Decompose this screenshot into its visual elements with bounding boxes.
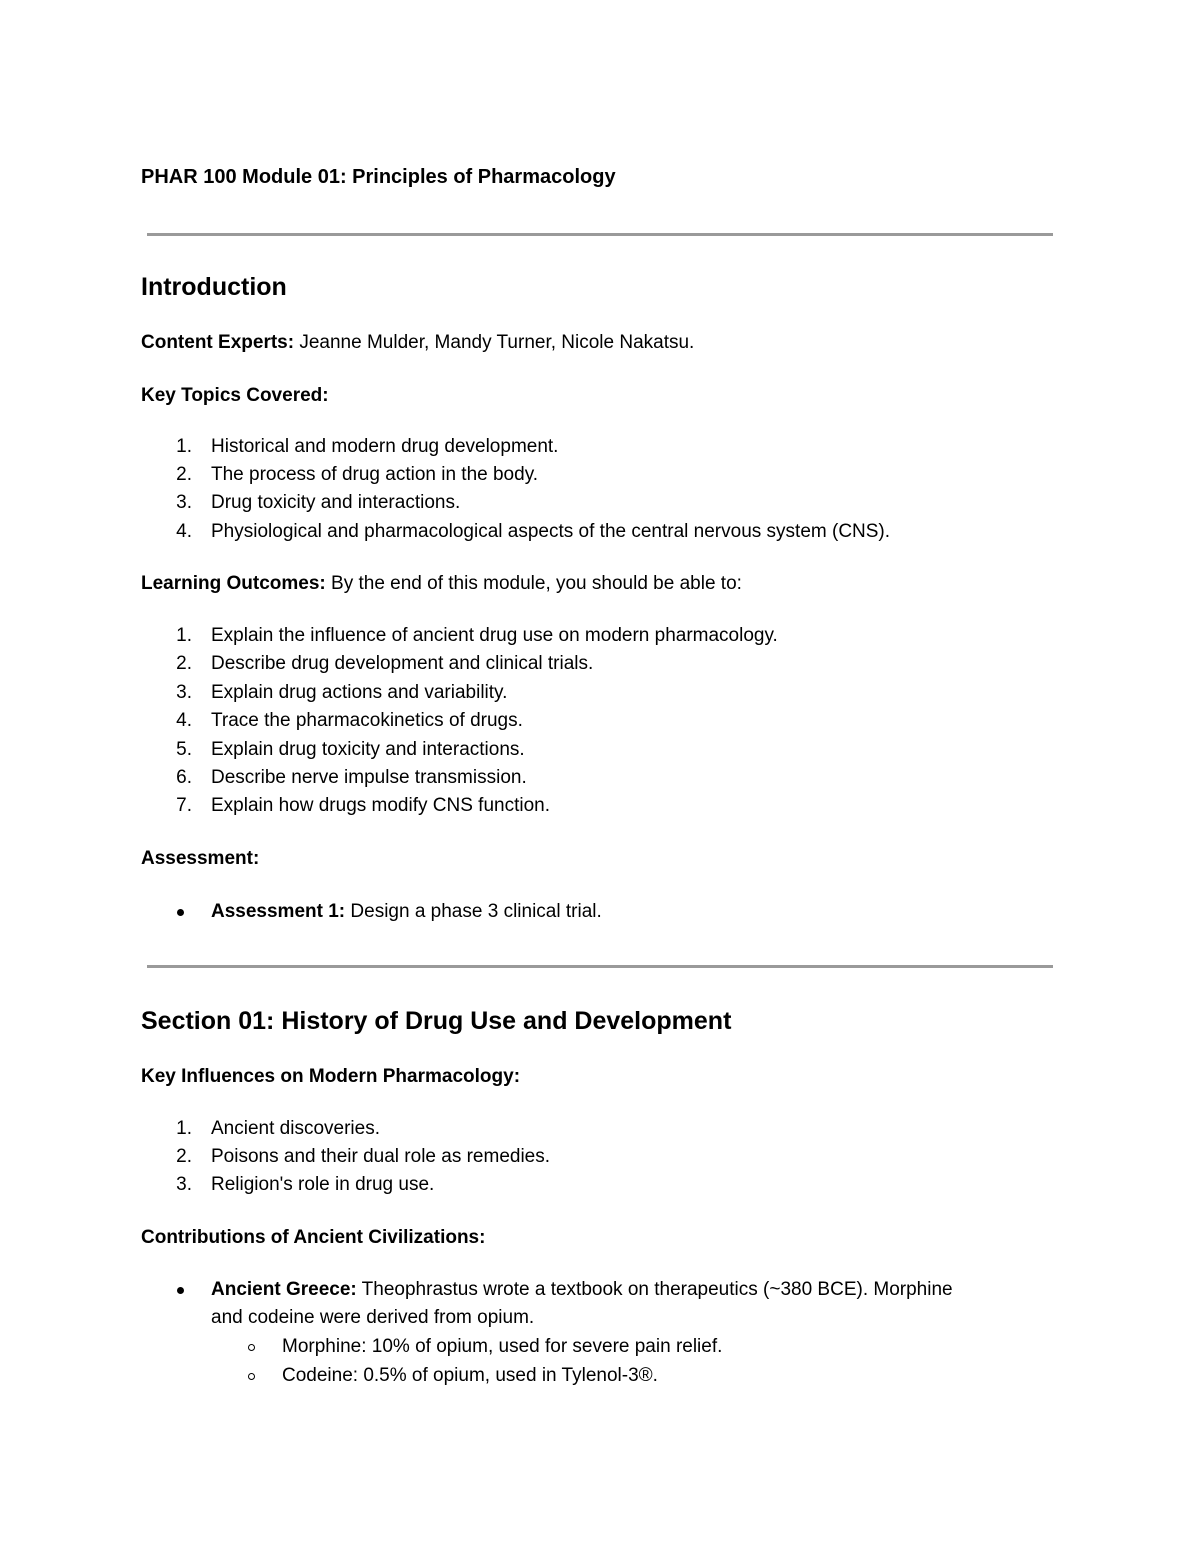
- circle-bullet-icon: [248, 1373, 255, 1380]
- content-experts-label: Content Experts:: [141, 332, 295, 353]
- learning-outcomes-label: Learning Outcomes:: [141, 573, 326, 594]
- bullet-icon: [177, 1287, 184, 1294]
- list-item-continuation: and codeine were derived from opium.: [211, 1307, 535, 1328]
- document-title: PHAR 100 Module 01: Principles of Pharmacology: [141, 166, 616, 188]
- list-item: Assessment 1: Design a phase 3 clinical trial.: [211, 901, 602, 922]
- learning-outcomes-intro: By the end of this module, you should be able to:: [325, 573, 742, 594]
- sub-list-item: Codeine: 0.5% of opium, used in Tylenol-3®.: [282, 1365, 658, 1386]
- heading-introduction: Introduction: [141, 273, 287, 301]
- heading-section-01: Section 01: History of Drug Use and Development: [141, 1007, 732, 1035]
- assessment-label: Assessment:: [141, 848, 260, 869]
- horizontal-divider: [147, 233, 1053, 236]
- circle-bullet-icon: [248, 1344, 255, 1351]
- sub-list-item: Morphine: 10% of opium, used for severe pain relief.: [282, 1336, 723, 1357]
- content-experts-value: Jeanne Mulder, Mandy Turner, Nicole Nakatsu.: [294, 332, 695, 353]
- contributions-label: Contributions of Ancient Civilizations:: [141, 1227, 486, 1248]
- list-item-ancient-greece: Ancient Greece: Theophrastus wrote a textbook on therapeutics (~380 BCE). Morphine: [211, 1279, 953, 1300]
- key-influences-label: Key Influences on Modern Pharmacology:: [141, 1066, 521, 1087]
- learning-outcomes-line: [141, 570, 742, 598]
- horizontal-divider: [147, 965, 1053, 968]
- key-topics-label: Key Topics Covered:: [141, 385, 329, 406]
- content-experts-line: [141, 329, 694, 357]
- document-page: PHAR 100 Module 01: Principles of Pharmacology Introduction Content Experts: Jeanne Mulder, Mandy Turner, Nicole Nakatsu. Key Topics Covered: 1. Historical and modern drug development. 2. The process of drug action in the body. 3. Drug toxicity and interactions. 4. Physiological and pharmacological aspects of the central nervous system (CNS). Learning Outcomes: By the end of this module, you should be able to: 1. Explain the influence of ancient drug use on modern pharmacology. 2. Describe drug development and clinical trials. 3. Explain drug actions and variability. 4. Trace the pharmacokinetics of drugs. 5. Explain drug toxicity and interactions. 6. Describe nerve impulse transmission. 7. Explain how drugs modify CNS function. Assessment: Assessment 1: Design a phase 3 clinical trial. Section 01: History of Drug Use and Development Key Influences on Modern Pharmacology: 1. Ancient discoveries. 2. Poisons and their dual role as remedies. 3. Religion's role in drug use. Contributions of Ancient Civilizations: Ancient Greece: Theophrastus wrote a textbook on therapeutics (~380 BCE). Morphine and codeine were derived from opium. Morphine: 10% of opium, used for severe pain relief. Codeine: 0.5% of opium, used in Tylenol-3®.: [0, 0, 1200, 1553]
- bullet-icon: [177, 909, 184, 916]
